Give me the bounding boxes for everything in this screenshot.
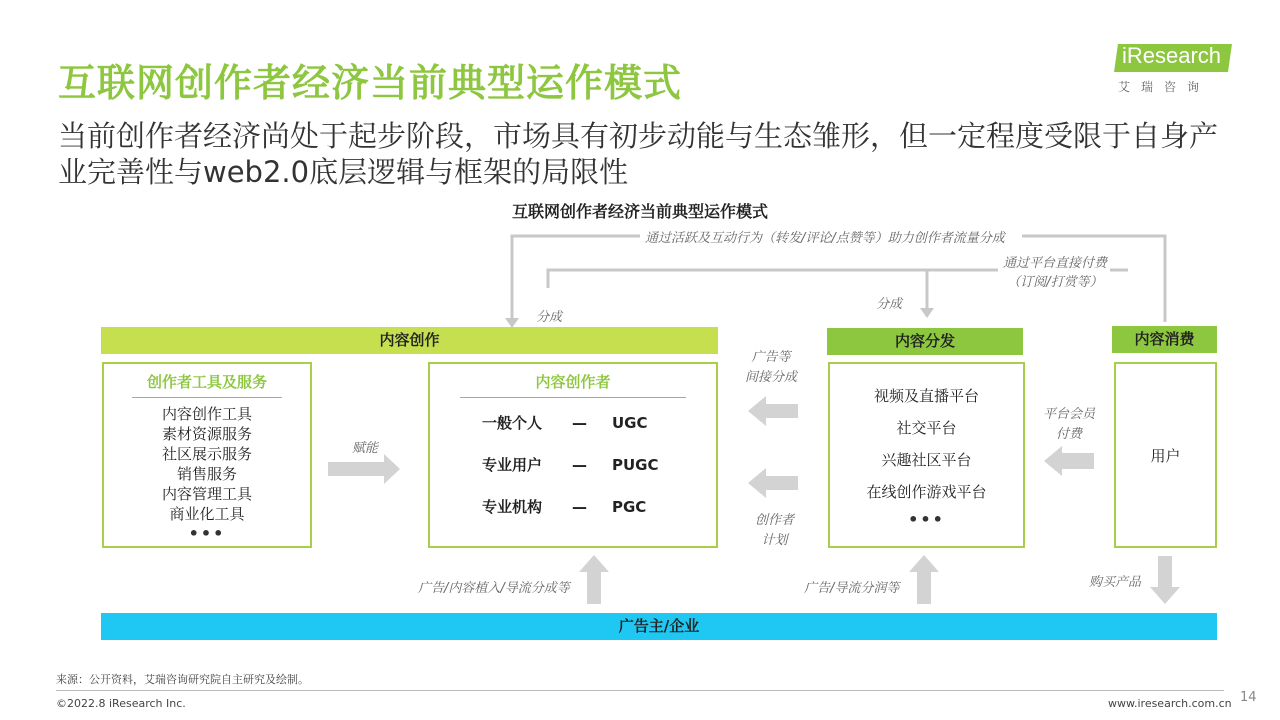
footer-url: www.iresearch.com.cn — [1108, 697, 1232, 710]
content-creators-header: 内容创作者 — [535, 373, 611, 391]
creator-tools-header: 创作者工具及服务 — [146, 373, 267, 391]
ad-up-arrow-left — [579, 555, 609, 604]
creator-row: 专业机构 — PGC — [482, 498, 647, 516]
tool-item: 素材资源服务 — [161, 425, 252, 443]
user-label: 用户 — [1150, 447, 1181, 465]
ad-up-arrow-mid — [909, 555, 939, 604]
content-creators-box — [428, 362, 718, 548]
member-fee-note: 平台会员 付费 — [1043, 407, 1096, 442]
footer-divider — [56, 690, 1224, 691]
source-note: 来源：公开资料，艾瑞咨询研究院自主研究及绘制。 — [56, 673, 309, 686]
payment-flow-line-left — [548, 270, 998, 288]
user-box — [1114, 362, 1217, 548]
platform-item: 社交平台 — [896, 419, 957, 437]
tool-item: 销售服务 — [176, 465, 237, 483]
buy-note: 购买产品 — [1089, 575, 1142, 590]
section-content-distribution: 内容分发 — [827, 328, 1023, 355]
page-subtitle: 当前创作者经济尚处于起步阶段，市场具有初步动能与生态雏形，但一定程度受限于自身产业完善性与web2.0底层逻辑与框架的局限性 — [58, 119, 1219, 189]
buy-down-arrow — [1150, 556, 1180, 604]
section-content-creation: 内容创作 — [101, 327, 718, 354]
page-number: 14 — [1240, 690, 1257, 705]
logo-subtext: 艾瑞咨询 — [1118, 80, 1211, 94]
tool-item: 社区展示服务 — [161, 445, 252, 463]
platform-item: 兴趣社区平台 — [881, 451, 972, 469]
member-fee-arrow — [1044, 446, 1094, 476]
logo-name: iResearch — [1122, 43, 1222, 68]
payment-flow-note: 通过平台直接付费（订阅/打赏等） — [1002, 256, 1107, 290]
advertiser-bar: 广告主/企业 — [101, 613, 1217, 640]
tool-item: 商业化工具 — [169, 505, 245, 523]
ad-mid-note: 广告/导流分润等 — [804, 581, 900, 596]
section-content-consumption: 内容消费 — [1112, 326, 1217, 353]
empower-note: 赋能 — [352, 441, 379, 456]
ad-indirect-note: 广告等 间接分成 — [745, 350, 798, 385]
copyright: ©2022.8 iResearch Inc. — [56, 697, 186, 710]
page-title: 互联网创作者经济当前典型运作模式 — [58, 61, 683, 105]
interaction-flow-line-left — [512, 236, 640, 318]
creator-row: 一般个人 — UGC — [482, 414, 648, 432]
tool-item: 内容管理工具 — [161, 485, 252, 503]
diagram-title: 互联网创作者经济当前典型运作模式 — [511, 202, 768, 221]
creator-plan-arrow — [748, 468, 798, 498]
platform-item: 在线创作游戏平台 — [866, 483, 987, 501]
creator-row: 专业用户 — PUGC — [482, 456, 659, 474]
tools-more-dots: ••• — [188, 524, 226, 543]
tool-item: 内容创作工具 — [161, 405, 252, 423]
distribution-platforms-box — [828, 362, 1025, 548]
platforms-more-dots: ••• — [908, 510, 945, 529]
creator-plan-note: 创作者 计划 — [755, 513, 795, 548]
share-note-left: 分成 — [536, 310, 563, 325]
indirect-share-arrow — [748, 396, 798, 426]
interaction-flow-note: 通过活跃及互动行为（转发/评论/点赞等）助力创作者流量分成 — [645, 231, 1005, 246]
empower-arrow — [328, 454, 400, 484]
creator-tools-box — [102, 362, 312, 548]
arrowhead-down — [920, 308, 934, 318]
platform-item: 视频及直播平台 — [873, 387, 979, 405]
share-note-right: 分成 — [876, 297, 903, 312]
ad-left-note: 广告/内容植入/导流分成等 — [418, 581, 570, 596]
